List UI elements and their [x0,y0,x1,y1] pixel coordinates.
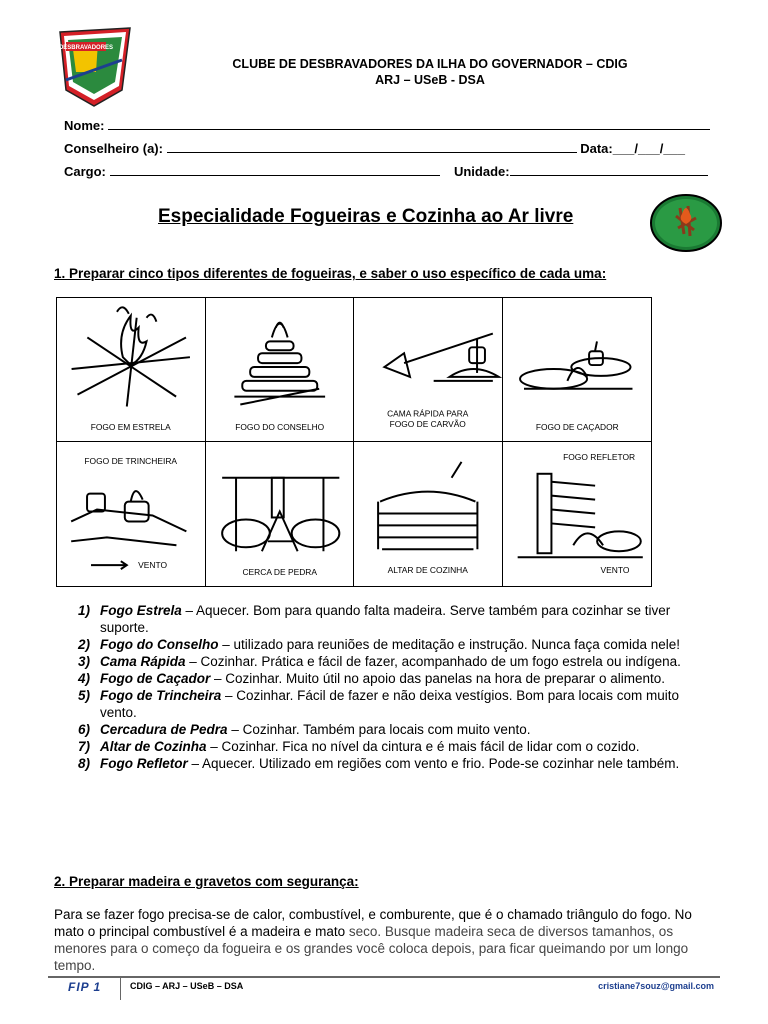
stone-fence-fire-drawing [206,442,354,586]
section2-heading: 2. Preparar madeira e gravetos com segurança: [54,874,359,889]
page-title: Especialidade Fogueiras e Cozinha ao Ar livre [158,206,574,227]
caption-stone-fence-fire: CERCA DE PEDRA [241,567,317,578]
page-footer [48,978,720,1002]
specialty-badge [650,194,722,252]
club-header [150,56,710,88]
caption-trench-fire: FOGO DE TRINCHEIRA [84,455,178,466]
counselor-field[interactable] [167,141,577,153]
section2-text-b: seco. Busque madeira seca de diversos tamanhos, os menores para o começo da fogueira e os grandes você coloca depois, para ficar queimando por um longo tempo. [54,924,689,973]
fire-types-list [78,602,718,772]
counselor-label: Conselheiro (a): [64,141,163,156]
star-fire-drawing [57,298,205,441]
caption-reflector-fire: FOGO REFLETOR [562,451,635,462]
list-item: 5) Fogo de Trincheira – Cozinhar. Fácil de fazer e não deixa vestígios. Bom para locais com muito vento. [78,688,680,720]
section2-text-a: Para se fazer fogo precisa-se de calor, combustível, e comburente, que é o chamado triângulo do fogo. No mato o principal combustível é a madeira e mato [54,907,692,939]
form-name-row [64,118,710,133]
name-field[interactable] [108,118,710,130]
list-item: 2) Fogo do Conselho – utilizado para reuniões de meditação e instrução. Nunca faça comida nele! [78,637,681,652]
caption-hunter-fire: FOGO DE CAÇADOR [535,422,619,433]
date-label[interactable]: Data:___/___/___ [580,141,686,156]
trench-fire-drawing [57,442,205,586]
position-label: Cargo: [64,164,106,179]
caption-reflector-wind: VENTO [600,565,629,576]
council-fire-drawing [206,298,354,441]
list-item: 1) Fogo Estrela – Aquecer. Bom para quando falta madeira. Serve também para cozinhar se tiver suporte. [78,603,671,635]
club-header-line2: ARJ – USeB - DSA [375,73,485,87]
position-field[interactable] [110,164,440,176]
figure-council-fire [206,298,355,442]
section2-paragraph [54,906,716,974]
club-header-line1: CLUBE DE DESBRAVADORES DA ILHA DO GOVERNADOR – CDIG [232,57,628,71]
unit-label: Unidade: [453,164,510,179]
fire-types-figure [56,297,652,587]
figure-reflector-fire [503,442,652,586]
unit-field[interactable] [510,164,708,176]
figure-cooking-altar [354,442,503,586]
footer-email[interactable]: cristiane7souz@gmail.com [598,981,714,991]
figure-quick-bed-fire [354,298,503,442]
name-label: Nome: [64,118,105,133]
section1-heading: 1. Preparar cinco tipos diferentes de fogueiras, e saber o uso específico de cada uma: [54,266,607,281]
logo-text: DESBRAVADORES [58,45,114,51]
caption-quick-bed-fire: CAMA RÁPIDA PARA FOGO DE CARVÃO [387,408,469,430]
caption-council-fire: FOGO DO CONSELHO [234,422,324,433]
footer-separator [120,978,121,1000]
footer-org: CDIG – ARJ – USeB – DSA [130,981,244,991]
cooking-altar-drawing [354,442,502,586]
footer-badge: FIP 1 [68,980,102,994]
club-logo [52,20,136,110]
form-counselor-row [64,141,685,156]
figure-star-fire [57,298,206,442]
list-item: 7) Altar de Cozinha – Cozinhar. Fica no nível da cintura e é mais fácil de lidar com o cozido. [78,739,640,754]
list-item: 8) Fogo Refletor – Aquecer. Utilizado em regiões com vento e frio. Pode-se cozinhar nele também. [78,756,680,771]
quick-bed-fire-drawing [354,298,502,441]
caption-cooking-altar: ALTAR DE COZINHA [387,565,468,576]
list-item: 4) Fogo de Caçador – Cozinhar. Muito útil no apoio das panelas na hora de preparar o alimento. [78,671,666,686]
caption-star-fire: FOGO EM ESTRELA [90,422,171,433]
list-item: 3) Cama Rápida – Cozinhar. Prática e fácil de fazer, acompanhado de um fogo estrela ou indígena. [78,654,681,669]
hunter-fire-drawing [503,298,652,441]
figure-trench-fire [57,442,206,586]
figure-stone-fence-fire [206,442,355,586]
figure-hunter-fire [503,298,652,442]
caption-trench-wind: VENTO [138,560,168,571]
reflector-fire-drawing [503,442,652,586]
form-position-row [64,164,708,179]
list-item: 6) Cercadura de Pedra – Cozinhar. Também para locais com muito vento. [78,722,531,737]
